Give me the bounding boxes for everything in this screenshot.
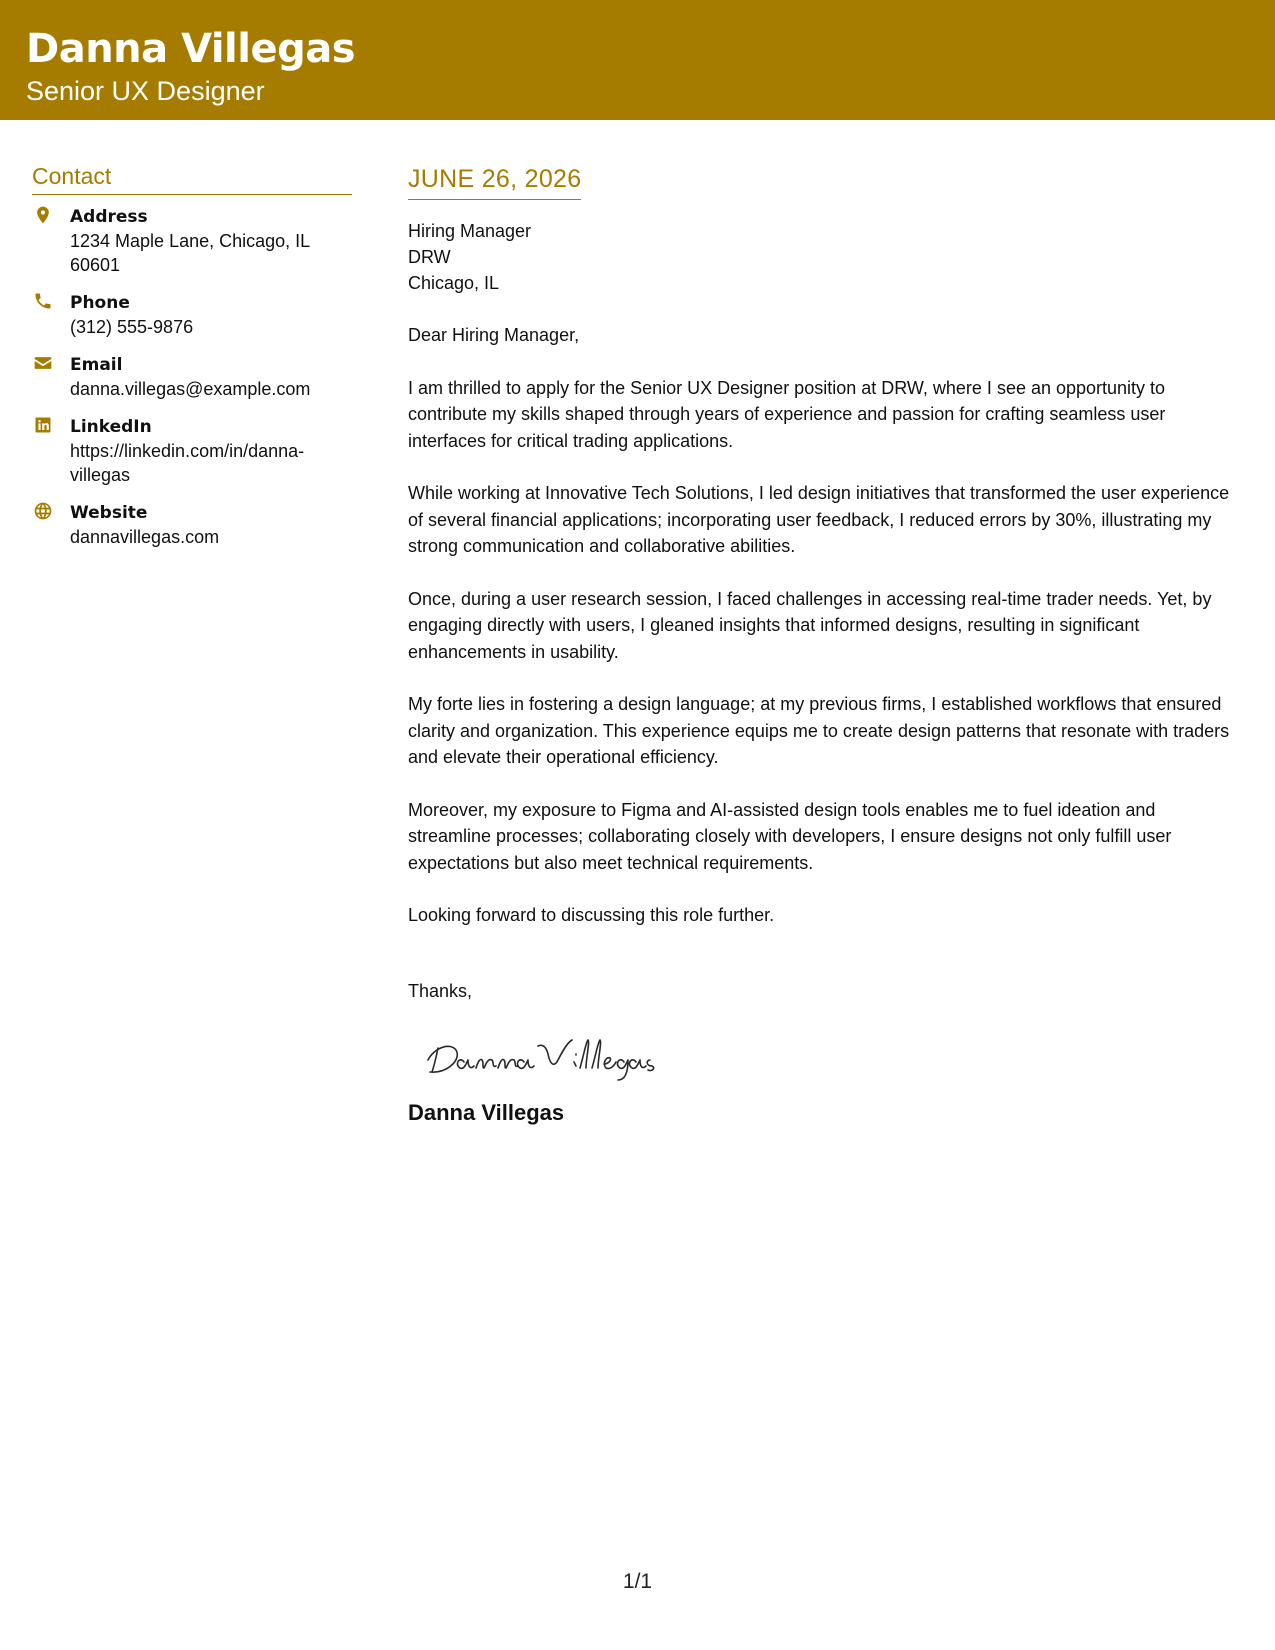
page-number: 1/1 — [622, 1570, 653, 1593]
letter-closing: Thanks, — [408, 980, 473, 1001]
contact-item-linkedin — [32, 415, 352, 487]
phone-icon — [32, 291, 54, 313]
contact-item-address — [32, 205, 352, 277]
contact-value-phone: (312) 555-9876 — [70, 317, 194, 337]
letter-paragraph: I am thrilled to apply for the Senior UX Designer position at DRW, where I see an opportunity to contribute my skills shaped through years of experience and passion for crafting seamless user interfaces for critical trading applications. — [408, 377, 1166, 451]
recipient-line: DRW — [408, 247, 451, 267]
letter-paragraph: My forte lies in fostering a design language; at my previous firms, I established workflows that ensured clarity and organization. This experience equips me to create design patterns that resonate with traders and elevate their operational efficiency. — [408, 694, 1230, 767]
letter-paragraph: While working at Innovative Tech Solutions, I led design initiatives that transformed the user experience of several financial applications; incorporating user feedback, I reduced errors by 30%, illustrating my strong communication and collaborative abilities. — [408, 483, 1230, 556]
applicant-name: Danna Villegas — [26, 26, 356, 72]
recipient-line: Chicago, IL — [408, 273, 500, 293]
globe-icon — [32, 501, 54, 523]
letter-body — [408, 165, 1243, 1126]
signer-name: Danna Villegas — [408, 1099, 565, 1125]
contact-item-phone — [32, 291, 352, 339]
contact-value-email[interactable]: danna.villegas@example.com — [70, 379, 311, 399]
header-banner — [0, 0, 1275, 120]
linkedin-icon — [32, 415, 54, 437]
contact-label-phone: Phone — [70, 293, 130, 313]
recipient-block — [408, 218, 1243, 296]
contact-value-address: 1234 Maple Lane, Chicago, IL 60601 — [70, 231, 310, 275]
contact-sidebar — [32, 163, 352, 563]
contact-item-email — [32, 353, 352, 401]
contact-item-website — [32, 501, 352, 549]
map-pin-icon — [32, 205, 54, 227]
applicant-title: Senior UX Designer — [26, 76, 265, 106]
signature-graphic — [420, 1024, 660, 1086]
contact-label-linkedin: LinkedIn — [70, 417, 152, 437]
contact-label-address: Address — [70, 207, 148, 227]
recipient-line: Hiring Manager — [408, 221, 532, 241]
contact-section-title: Contact — [32, 163, 352, 195]
letter-date: JUNE 26, 2026 — [408, 165, 581, 200]
contact-label-email: Email — [70, 355, 123, 375]
letter-paragraph: Once, during a user research session, I faced challenges in accessing real-time trader needs. Yet, by engaging directly with users, I gleaned insights that informed designs, resulting in significant enhancements in usability. — [408, 588, 1212, 662]
contact-label-website: Website — [70, 503, 148, 523]
contact-value-website[interactable]: dannavillegas.com — [70, 527, 220, 547]
letter-paragraph: Moreover, my exposure to Figma and AI-assisted design tools enables me to fuel ideation and streamline processes; collaborating closely with developers, I ensure designs not only fulfill user expectations but also meet technical requirements. — [408, 799, 1172, 873]
envelope-icon — [32, 353, 54, 375]
handwritten-signature — [420, 1024, 1243, 1094]
letter-greeting: Dear Hiring Manager, — [408, 325, 580, 345]
letter-paragraph: Looking forward to discussing this role further. — [408, 905, 775, 925]
contact-value-linkedin[interactable]: https://linkedin.com/in/danna-villegas — [70, 441, 305, 485]
